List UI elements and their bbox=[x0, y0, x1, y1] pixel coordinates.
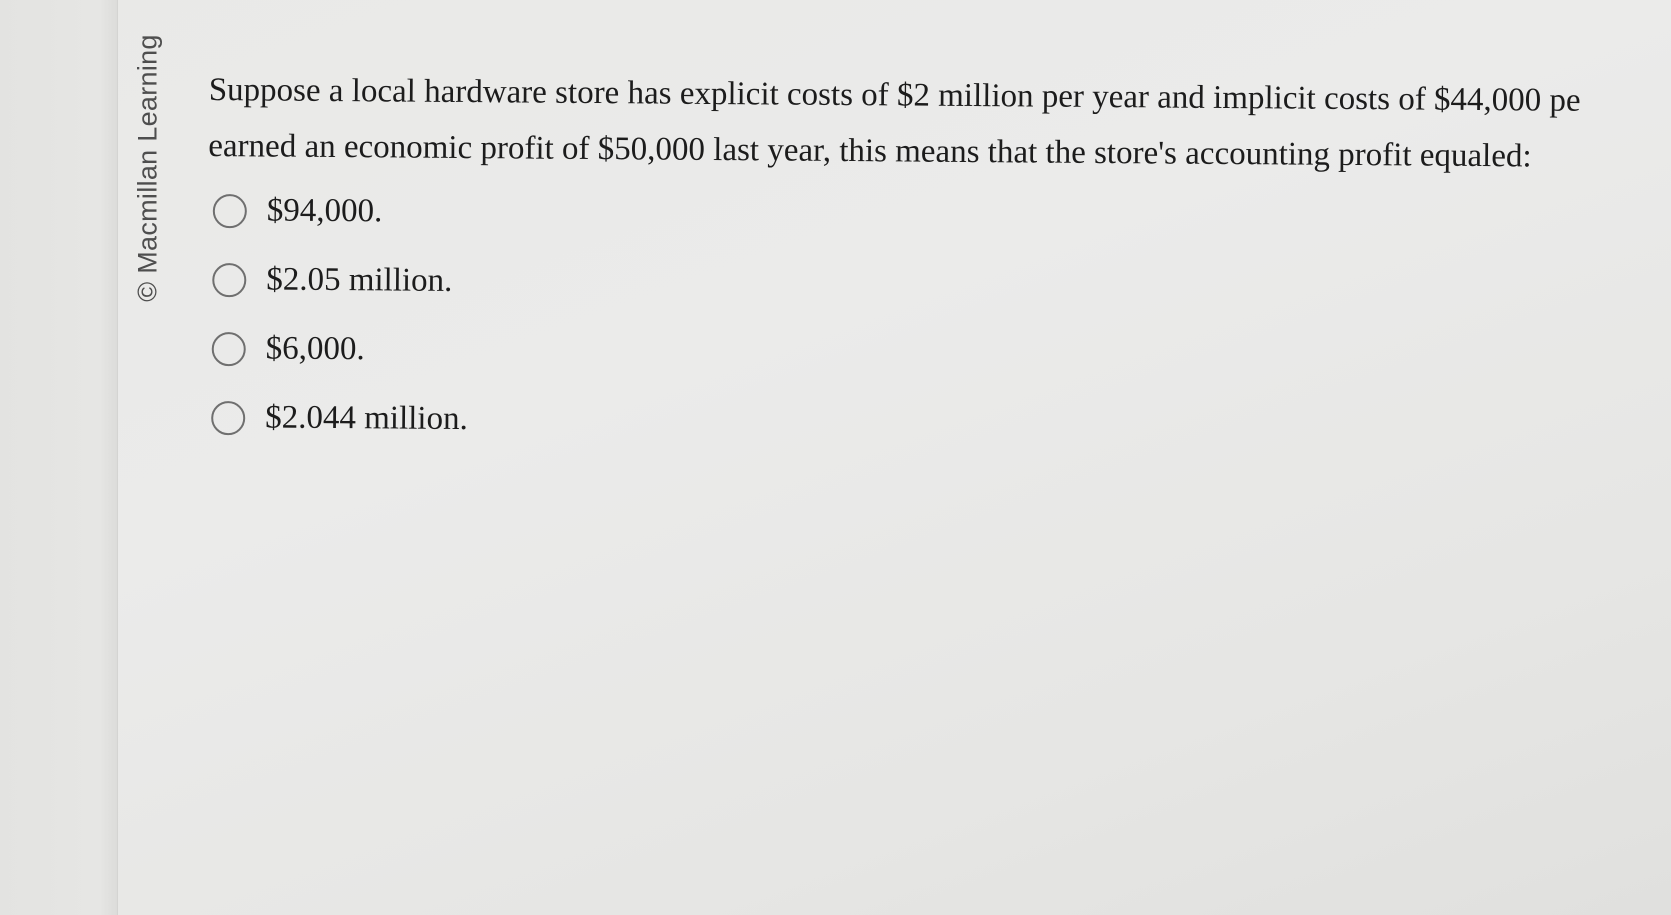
left-margin-strip bbox=[0, 0, 118, 915]
option-2[interactable] bbox=[207, 245, 1669, 325]
option-label: $94,000. bbox=[266, 192, 383, 230]
option-4[interactable] bbox=[206, 383, 1668, 463]
copyright-watermark: © Macmillan Learning bbox=[132, 34, 163, 302]
radio-button-icon[interactable] bbox=[212, 332, 246, 366]
option-label: $2.044 million. bbox=[265, 399, 468, 438]
option-1[interactable] bbox=[208, 176, 1670, 256]
radio-button-icon[interactable] bbox=[211, 401, 245, 435]
question-panel bbox=[206, 62, 1671, 463]
radio-button-icon[interactable] bbox=[213, 194, 247, 228]
answer-options bbox=[206, 176, 1670, 463]
question-text bbox=[208, 62, 1671, 185]
option-3[interactable] bbox=[206, 314, 1668, 394]
radio-button-icon[interactable] bbox=[212, 263, 246, 297]
option-label: $2.05 million. bbox=[266, 261, 453, 299]
question-line-1: Suppose a local hardware store has explicit costs of $2 million per year and implicit costs of $44,000 pe bbox=[208, 71, 1581, 119]
option-label: $6,000. bbox=[265, 330, 365, 368]
question-line-2: earned an economic profit of $50,000 last year, this means that the store's accounting profit equaled: bbox=[208, 127, 1532, 175]
